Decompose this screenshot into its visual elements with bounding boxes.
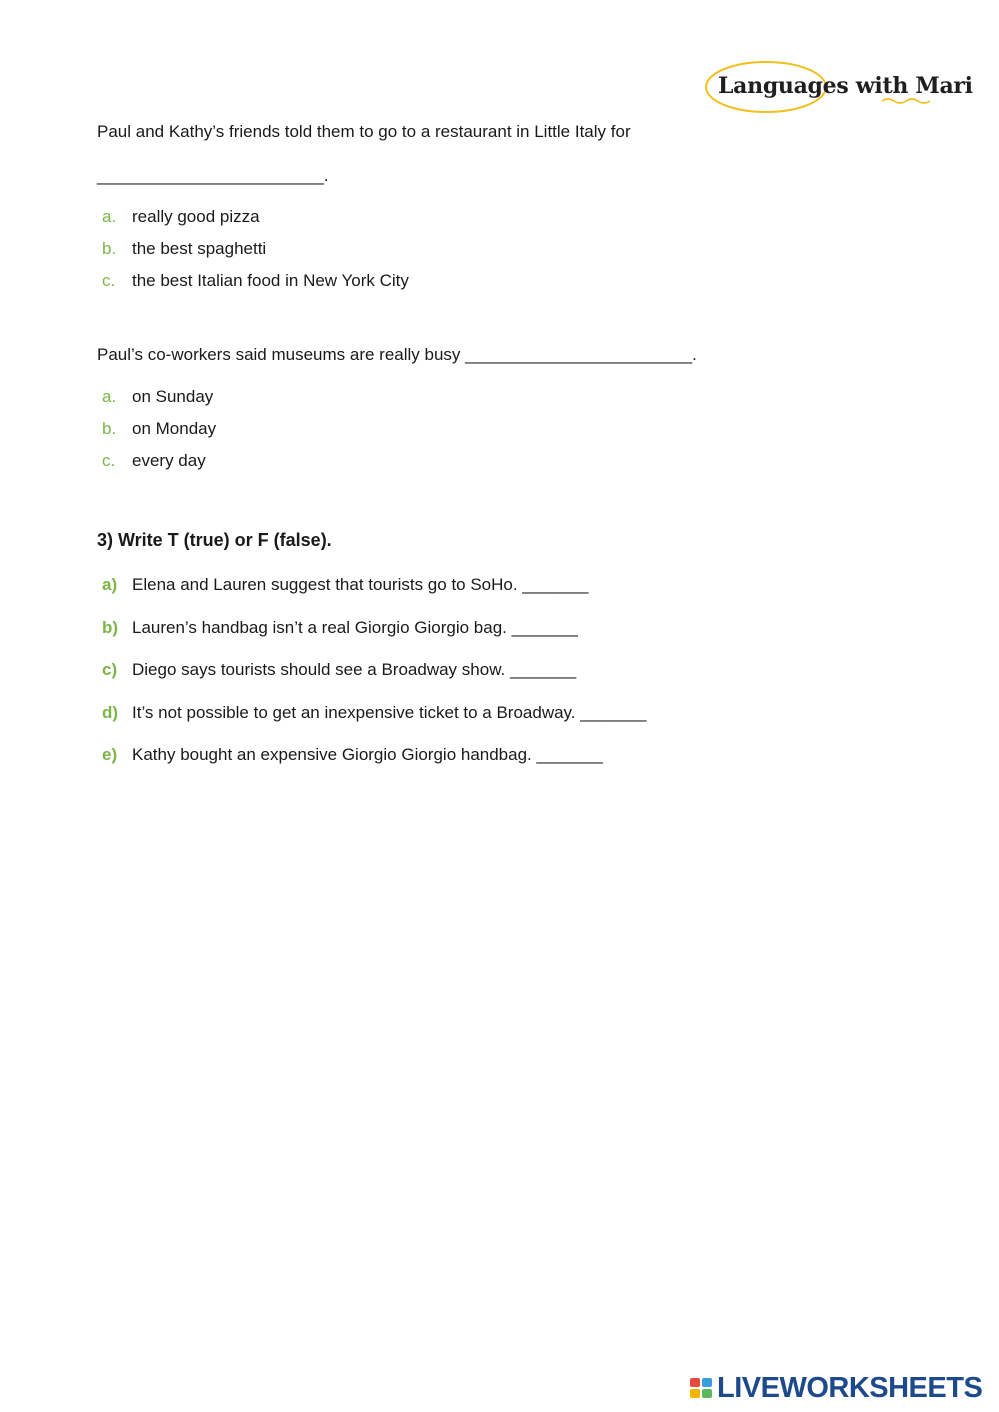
item-text[interactable]: Diego says tourists should see a Broadway show. _______	[132, 660, 577, 679]
item-text[interactable]: It’s not possible to get an inexpensive ticket to a Broadway. _______	[132, 703, 647, 722]
item-letter: a)	[102, 575, 118, 594]
item-text[interactable]: Elena and Lauren suggest that tourists go to SoHo. _______	[132, 575, 589, 594]
item-letter: d)	[102, 703, 119, 722]
liveworksheets-blocks-icon	[690, 1378, 714, 1400]
item-letter: b)	[102, 618, 119, 637]
option-text: on Monday	[132, 419, 217, 438]
option-letter: c.	[102, 451, 116, 470]
liveworksheets-logo	[690, 1372, 990, 1404]
item-letter: e)	[102, 745, 118, 764]
item-letter: c)	[102, 660, 118, 679]
question-1-line-1: Paul and Kathy’s friends told them to go to a restaurant in Little Italy for	[97, 122, 631, 141]
option-letter: a.	[102, 207, 117, 226]
question-1-blank[interactable]: ________________________.	[97, 166, 329, 185]
item-text[interactable]: Kathy bought an expensive Giorgio Giorgio handbag. _______	[132, 745, 603, 764]
liveworksheets-wordmark: LIVEWORKSHEETS	[717, 1372, 983, 1404]
item-text[interactable]: Lauren’s handbag isn’t a real Giorgio Giorgio bag. _______	[132, 618, 578, 637]
option-letter: a.	[102, 387, 117, 406]
question-2-line-1: Paul’s co-workers said museums are really busy ________________________.	[97, 345, 697, 364]
languages-with-mari-logo	[704, 58, 973, 118]
option-letter: c.	[102, 271, 116, 290]
option-letter: b.	[102, 239, 117, 258]
option-text: every day	[132, 451, 206, 470]
option-text: the best spaghetti	[132, 239, 267, 258]
option-text: on Sunday	[132, 387, 214, 406]
section-3-heading: 3) Write T (true) or F (false).	[97, 530, 332, 550]
option-letter: b.	[102, 419, 117, 438]
option-text: the best Italian food in New York City	[132, 271, 409, 290]
logo-text: Languages with Mari	[718, 73, 973, 99]
option-text: really good pizza	[132, 207, 260, 226]
